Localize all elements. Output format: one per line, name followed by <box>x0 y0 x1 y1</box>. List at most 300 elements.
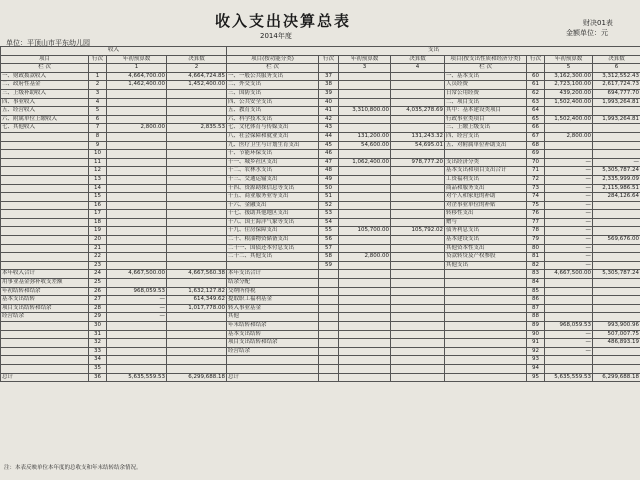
organization-name: 单位：平顶山市平东幼儿园 <box>6 39 90 47</box>
cell-l: 1,993,264.81 <box>593 98 640 107</box>
col-item: 项目 <box>1 55 89 64</box>
cell-h <box>391 150 445 159</box>
cell-k <box>545 287 593 296</box>
cell-b: 8 <box>89 132 107 141</box>
cell-a <box>1 339 89 348</box>
col-index-6: 6 <box>593 64 640 73</box>
cell-f: 53 <box>319 210 339 219</box>
cell-a: 年初结转和结余 <box>1 287 89 296</box>
cell-a <box>1 184 89 193</box>
cell-a: 本年收入合计 <box>1 270 89 279</box>
cell-j: 60 <box>527 72 545 81</box>
cell-e: 十七、援助其他地区支出 <box>227 210 319 219</box>
cell-e: 总计 <box>227 373 319 382</box>
cell-c <box>107 218 167 227</box>
cell-i <box>445 339 527 348</box>
cell-b: 21 <box>89 244 107 253</box>
cell-h <box>391 253 445 262</box>
cell-i: 一、基本支出 <box>445 72 527 81</box>
cell-j: 83 <box>527 270 545 279</box>
table-row <box>1 184 640 193</box>
cell-e <box>227 356 319 365</box>
cell-i <box>445 313 527 322</box>
cell-k <box>545 356 593 365</box>
cell-l: 6,299,688.18 <box>593 373 640 382</box>
col-item-func: 项目(按功能分类) <box>227 55 319 64</box>
cell-d <box>167 236 227 245</box>
cell-k: — <box>545 330 593 339</box>
cell-h <box>391 115 445 124</box>
cell-f: 49 <box>319 175 339 184</box>
cell-j: 89 <box>527 322 545 331</box>
cell-l <box>593 261 640 270</box>
empty-cell <box>89 64 107 73</box>
cell-d <box>167 150 227 159</box>
cell-f: 59 <box>319 261 339 270</box>
cell-g <box>339 81 391 90</box>
cell-g: 3,310,800.00 <box>339 107 391 116</box>
cell-h: 54,695.01 <box>391 141 445 150</box>
cell-f <box>319 356 339 365</box>
cell-j: 82 <box>527 261 545 270</box>
cell-d <box>167 322 227 331</box>
col-final-3: 决算数 <box>593 55 640 64</box>
table-row <box>1 89 640 98</box>
cell-f: 47 <box>319 158 339 167</box>
cell-i: 日常公用经费 <box>445 89 527 98</box>
cell-e: 四、公共安全支出 <box>227 98 319 107</box>
cell-b: 5 <box>89 107 107 116</box>
table-row <box>1 227 640 236</box>
cell-a <box>1 201 89 210</box>
cell-h <box>391 98 445 107</box>
cell-c <box>107 158 167 167</box>
cell-g: 105,700.00 <box>339 227 391 236</box>
cell-c <box>107 98 167 107</box>
cell-d <box>167 330 227 339</box>
cell-b: 16 <box>89 201 107 210</box>
cell-g: 54,600.00 <box>339 141 391 150</box>
cell-i <box>445 296 527 305</box>
cell-k: 5,635,559.53 <box>545 373 593 382</box>
cell-e: 三、国防支出 <box>227 89 319 98</box>
cell-b: 3 <box>89 89 107 98</box>
table-row <box>1 175 640 184</box>
cell-c <box>107 115 167 124</box>
cell-e: 二十二、其他支出 <box>227 253 319 262</box>
cell-g <box>339 175 391 184</box>
cell-i <box>445 270 527 279</box>
col-line-no-3: 行次 <box>527 55 545 64</box>
cell-a <box>1 158 89 167</box>
cell-i: 贷款转贷及产权参股 <box>445 253 527 262</box>
cell-e: 十八、国土海洋气象等支出 <box>227 218 319 227</box>
cell-h <box>391 296 445 305</box>
cell-j: 69 <box>527 150 545 159</box>
cell-e: 一、一般公共服务支出 <box>227 72 319 81</box>
cell-f <box>319 330 339 339</box>
cell-g <box>339 287 391 296</box>
cell-j: 81 <box>527 253 545 262</box>
cell-e: 转入事业基金 <box>227 304 319 313</box>
cell-g <box>339 347 391 356</box>
cell-c <box>107 150 167 159</box>
cell-f <box>319 322 339 331</box>
cell-k: — <box>545 261 593 270</box>
table-row <box>1 124 640 133</box>
table-row <box>1 304 640 313</box>
col-line-no-2: 行次 <box>319 55 339 64</box>
cell-j: 88 <box>527 313 545 322</box>
cell-j: 75 <box>527 201 545 210</box>
cell-l <box>593 313 640 322</box>
cell-h: 4,035,278.69 <box>391 107 445 116</box>
cell-k <box>545 107 593 116</box>
cell-k <box>545 279 593 288</box>
cell-d <box>167 227 227 236</box>
header-row-sections <box>1 47 640 56</box>
cell-e: 其他 <box>227 313 319 322</box>
cell-g <box>339 184 391 193</box>
cell-j: 71 <box>527 167 545 176</box>
cell-d <box>167 201 227 210</box>
cell-a: 六、附属单位上缴收入 <box>1 115 89 124</box>
cell-d <box>167 339 227 348</box>
table-row <box>1 201 640 210</box>
cell-c <box>107 167 167 176</box>
cell-g <box>339 115 391 124</box>
cell-h <box>391 287 445 296</box>
cell-b: 30 <box>89 322 107 331</box>
cell-b: 35 <box>89 364 107 373</box>
cell-k: — <box>545 218 593 227</box>
cell-h <box>391 167 445 176</box>
cell-j: 93 <box>527 356 545 365</box>
income-header: 收入 <box>1 47 227 56</box>
cell-h <box>391 279 445 288</box>
cell-g: 131,200.00 <box>339 132 391 141</box>
cell-h <box>391 218 445 227</box>
cell-b: 31 <box>89 330 107 339</box>
cell-g <box>339 167 391 176</box>
form-number: 财决01表 <box>583 19 613 27</box>
cell-a <box>1 347 89 356</box>
cell-c <box>107 175 167 184</box>
cell-d <box>167 158 227 167</box>
table-row <box>1 158 640 167</box>
cell-a <box>1 253 89 262</box>
cell-i: 转移性支出 <box>445 210 527 219</box>
cell-b: 12 <box>89 167 107 176</box>
table-row <box>1 279 640 288</box>
cell-c: — <box>107 313 167 322</box>
cell-l: 2,115,986.51 <box>593 184 640 193</box>
cell-j: 65 <box>527 115 545 124</box>
cell-l: 569,676.00 <box>593 236 640 245</box>
cell-f <box>319 270 339 279</box>
cell-c <box>107 201 167 210</box>
table-row <box>1 339 640 348</box>
cell-e: 八、社会保障和就业支出 <box>227 132 319 141</box>
cell-l: 993,900.96 <box>593 322 640 331</box>
cell-b: 6 <box>89 115 107 124</box>
cell-d <box>167 132 227 141</box>
cell-l: 507,007.75 <box>593 330 640 339</box>
cell-h <box>391 313 445 322</box>
cell-f: 55 <box>319 227 339 236</box>
cell-h <box>391 175 445 184</box>
cell-a: 用事业基金弥补收支差额 <box>1 279 89 288</box>
cell-a <box>1 356 89 365</box>
cell-d <box>167 115 227 124</box>
cell-j: 64 <box>527 107 545 116</box>
cell-a: 四、事业收入 <box>1 98 89 107</box>
cell-l <box>593 150 640 159</box>
cell-d <box>167 107 227 116</box>
cell-f: 45 <box>319 141 339 150</box>
cell-f: 39 <box>319 89 339 98</box>
cell-h <box>391 89 445 98</box>
cell-c <box>107 261 167 270</box>
cell-i: 工资福利支出 <box>445 175 527 184</box>
cell-c: 2,800.00 <box>107 124 167 133</box>
cell-b: 23 <box>89 261 107 270</box>
cell-k <box>545 141 593 150</box>
col-index-1: 1 <box>107 64 167 73</box>
cell-e: 提取职工福利基金 <box>227 296 319 305</box>
cell-l <box>593 364 640 373</box>
cell-e: 二、外交支出 <box>227 81 319 90</box>
cell-c <box>107 330 167 339</box>
cell-c <box>107 253 167 262</box>
cell-h: 105,792.02 <box>391 227 445 236</box>
cell-f: 41 <box>319 107 339 116</box>
table-row <box>1 81 640 90</box>
cell-f <box>319 279 339 288</box>
cell-k: 3,162,300.00 <box>545 72 593 81</box>
cell-d <box>167 167 227 176</box>
cell-b: 13 <box>89 175 107 184</box>
cell-a: 总计 <box>1 373 89 382</box>
col-final: 决算数 <box>167 55 227 64</box>
cell-c <box>107 227 167 236</box>
table-row <box>1 115 640 124</box>
cell-k: — <box>545 193 593 202</box>
cell-k: 439,200.00 <box>545 89 593 98</box>
cell-j: 72 <box>527 175 545 184</box>
cell-k: — <box>545 175 593 184</box>
header-row-index <box>1 64 640 73</box>
cell-k: — <box>545 236 593 245</box>
cell-h <box>391 322 445 331</box>
cell-g <box>339 89 391 98</box>
cell-c <box>107 89 167 98</box>
cell-j: 62 <box>527 89 545 98</box>
cell-l <box>593 356 640 365</box>
cell-i <box>445 287 527 296</box>
cell-e: 十二、农林水支出 <box>227 167 319 176</box>
summary-table <box>0 46 640 382</box>
cell-b: 4 <box>89 98 107 107</box>
cell-a <box>1 330 89 339</box>
cell-i <box>445 279 527 288</box>
cell-a: 三、上级补助收入 <box>1 89 89 98</box>
table-row <box>1 244 640 253</box>
cell-d: 2,835.53 <box>167 124 227 133</box>
cell-k <box>545 313 593 322</box>
table-row <box>1 193 640 202</box>
cell-l <box>593 279 640 288</box>
cell-l: 3,312,552.43 <box>593 72 640 81</box>
cell-h <box>391 193 445 202</box>
cell-b: 27 <box>89 296 107 305</box>
cell-l <box>593 253 640 262</box>
col-index-2: 2 <box>167 64 227 73</box>
cell-e: 六、科学技术支出 <box>227 115 319 124</box>
cell-f: 51 <box>319 193 339 202</box>
cell-l <box>593 107 640 116</box>
table-row <box>1 218 640 227</box>
cell-j: 78 <box>527 227 545 236</box>
cell-f: 52 <box>319 201 339 210</box>
cell-k: — <box>545 347 593 356</box>
cell-i: 五、对附属单位补助支出 <box>445 141 527 150</box>
cell-h <box>391 244 445 253</box>
cell-g: 2,800.00 <box>339 253 391 262</box>
cell-j: 90 <box>527 330 545 339</box>
cell-l <box>593 304 640 313</box>
cell-f <box>319 373 339 382</box>
cell-l <box>593 244 640 253</box>
cell-e: 项目支出结转和结余 <box>227 339 319 348</box>
cell-c <box>107 339 167 348</box>
cell-c <box>107 364 167 373</box>
cell-g <box>339 124 391 133</box>
cell-i: 行政事业类项目 <box>445 115 527 124</box>
cell-j: 63 <box>527 98 545 107</box>
cell-i <box>445 364 527 373</box>
cell-e: 二十一、国债还本付息支出 <box>227 244 319 253</box>
cell-h <box>391 261 445 270</box>
cell-l: 486,893.19 <box>593 339 640 348</box>
cell-k: 1,502,400.00 <box>545 98 593 107</box>
cell-j: 74 <box>527 193 545 202</box>
cell-b: 17 <box>89 210 107 219</box>
cell-d <box>167 364 227 373</box>
col-budget-2: 年初预算数 <box>339 55 391 64</box>
cell-b: 32 <box>89 339 107 348</box>
cell-j: 61 <box>527 81 545 90</box>
table-row <box>1 270 640 279</box>
cell-b: 19 <box>89 227 107 236</box>
cell-a <box>1 150 89 159</box>
cell-j: 77 <box>527 218 545 227</box>
cell-a <box>1 227 89 236</box>
cell-j: 86 <box>527 296 545 305</box>
cell-e: 五、教育支出 <box>227 107 319 116</box>
cell-i: 基本支出和项目支出合计 <box>445 167 527 176</box>
cell-k: — <box>545 244 593 253</box>
cell-i <box>445 330 527 339</box>
report-year: 2014年度 <box>260 32 292 40</box>
cell-i: 其他资本性支出 <box>445 244 527 253</box>
cell-b: 11 <box>89 158 107 167</box>
cell-b: 36 <box>89 373 107 382</box>
cell-j: 91 <box>527 339 545 348</box>
cell-d: 1,632,127.82 <box>167 287 227 296</box>
cell-h <box>391 339 445 348</box>
cell-g <box>339 339 391 348</box>
cell-i <box>445 322 527 331</box>
cell-i <box>445 304 527 313</box>
cell-d <box>167 98 227 107</box>
cell-h: 131,243.32 <box>391 132 445 141</box>
cell-i <box>445 347 527 356</box>
cell-f <box>319 287 339 296</box>
cell-a <box>1 141 89 150</box>
cell-f <box>319 364 339 373</box>
cell-i: 二、项目支出 <box>445 98 527 107</box>
cell-f: 38 <box>319 81 339 90</box>
cell-g <box>339 201 391 210</box>
cell-d <box>167 193 227 202</box>
cell-e: 交纳所得税 <box>227 287 319 296</box>
cell-h <box>391 347 445 356</box>
cell-l <box>593 227 640 236</box>
cell-i: 对企事业单位的补贴 <box>445 201 527 210</box>
cell-c: — <box>107 296 167 305</box>
cell-a <box>1 364 89 373</box>
cell-g <box>339 98 391 107</box>
col-index-5: 5 <box>545 64 593 73</box>
cell-k: 4,667,500.00 <box>545 270 593 279</box>
table-row <box>1 98 640 107</box>
cell-g <box>339 330 391 339</box>
cell-k: — <box>545 227 593 236</box>
cell-a: 二、政府性基金 <box>1 81 89 90</box>
cell-l <box>593 210 640 219</box>
cell-a: 五、经营收入 <box>1 107 89 116</box>
cell-g <box>339 150 391 159</box>
cell-j: 79 <box>527 236 545 245</box>
cell-d <box>167 253 227 262</box>
table-row <box>1 347 640 356</box>
cell-h <box>391 184 445 193</box>
cell-j: 87 <box>527 304 545 313</box>
cell-e: 十九、住房保障支出 <box>227 227 319 236</box>
col-budget-3: 年初预算数 <box>545 55 593 64</box>
cell-g <box>339 356 391 365</box>
cell-j: 66 <box>527 124 545 133</box>
cell-d <box>167 141 227 150</box>
cell-k <box>545 296 593 305</box>
cell-k: 1,502,400.00 <box>545 115 593 124</box>
cell-d <box>167 313 227 322</box>
cell-a <box>1 244 89 253</box>
cell-d <box>167 218 227 227</box>
cell-g: 1,062,400.00 <box>339 158 391 167</box>
cell-h <box>391 124 445 133</box>
cell-i: 其他支出 <box>445 261 527 270</box>
cell-b: 25 <box>89 279 107 288</box>
cell-a <box>1 322 89 331</box>
cell-e: 十五、商业服务业等支出 <box>227 193 319 202</box>
empty-cell <box>527 64 545 73</box>
cell-h <box>391 364 445 373</box>
cell-b: 34 <box>89 356 107 365</box>
cell-h <box>391 373 445 382</box>
cell-g <box>339 322 391 331</box>
